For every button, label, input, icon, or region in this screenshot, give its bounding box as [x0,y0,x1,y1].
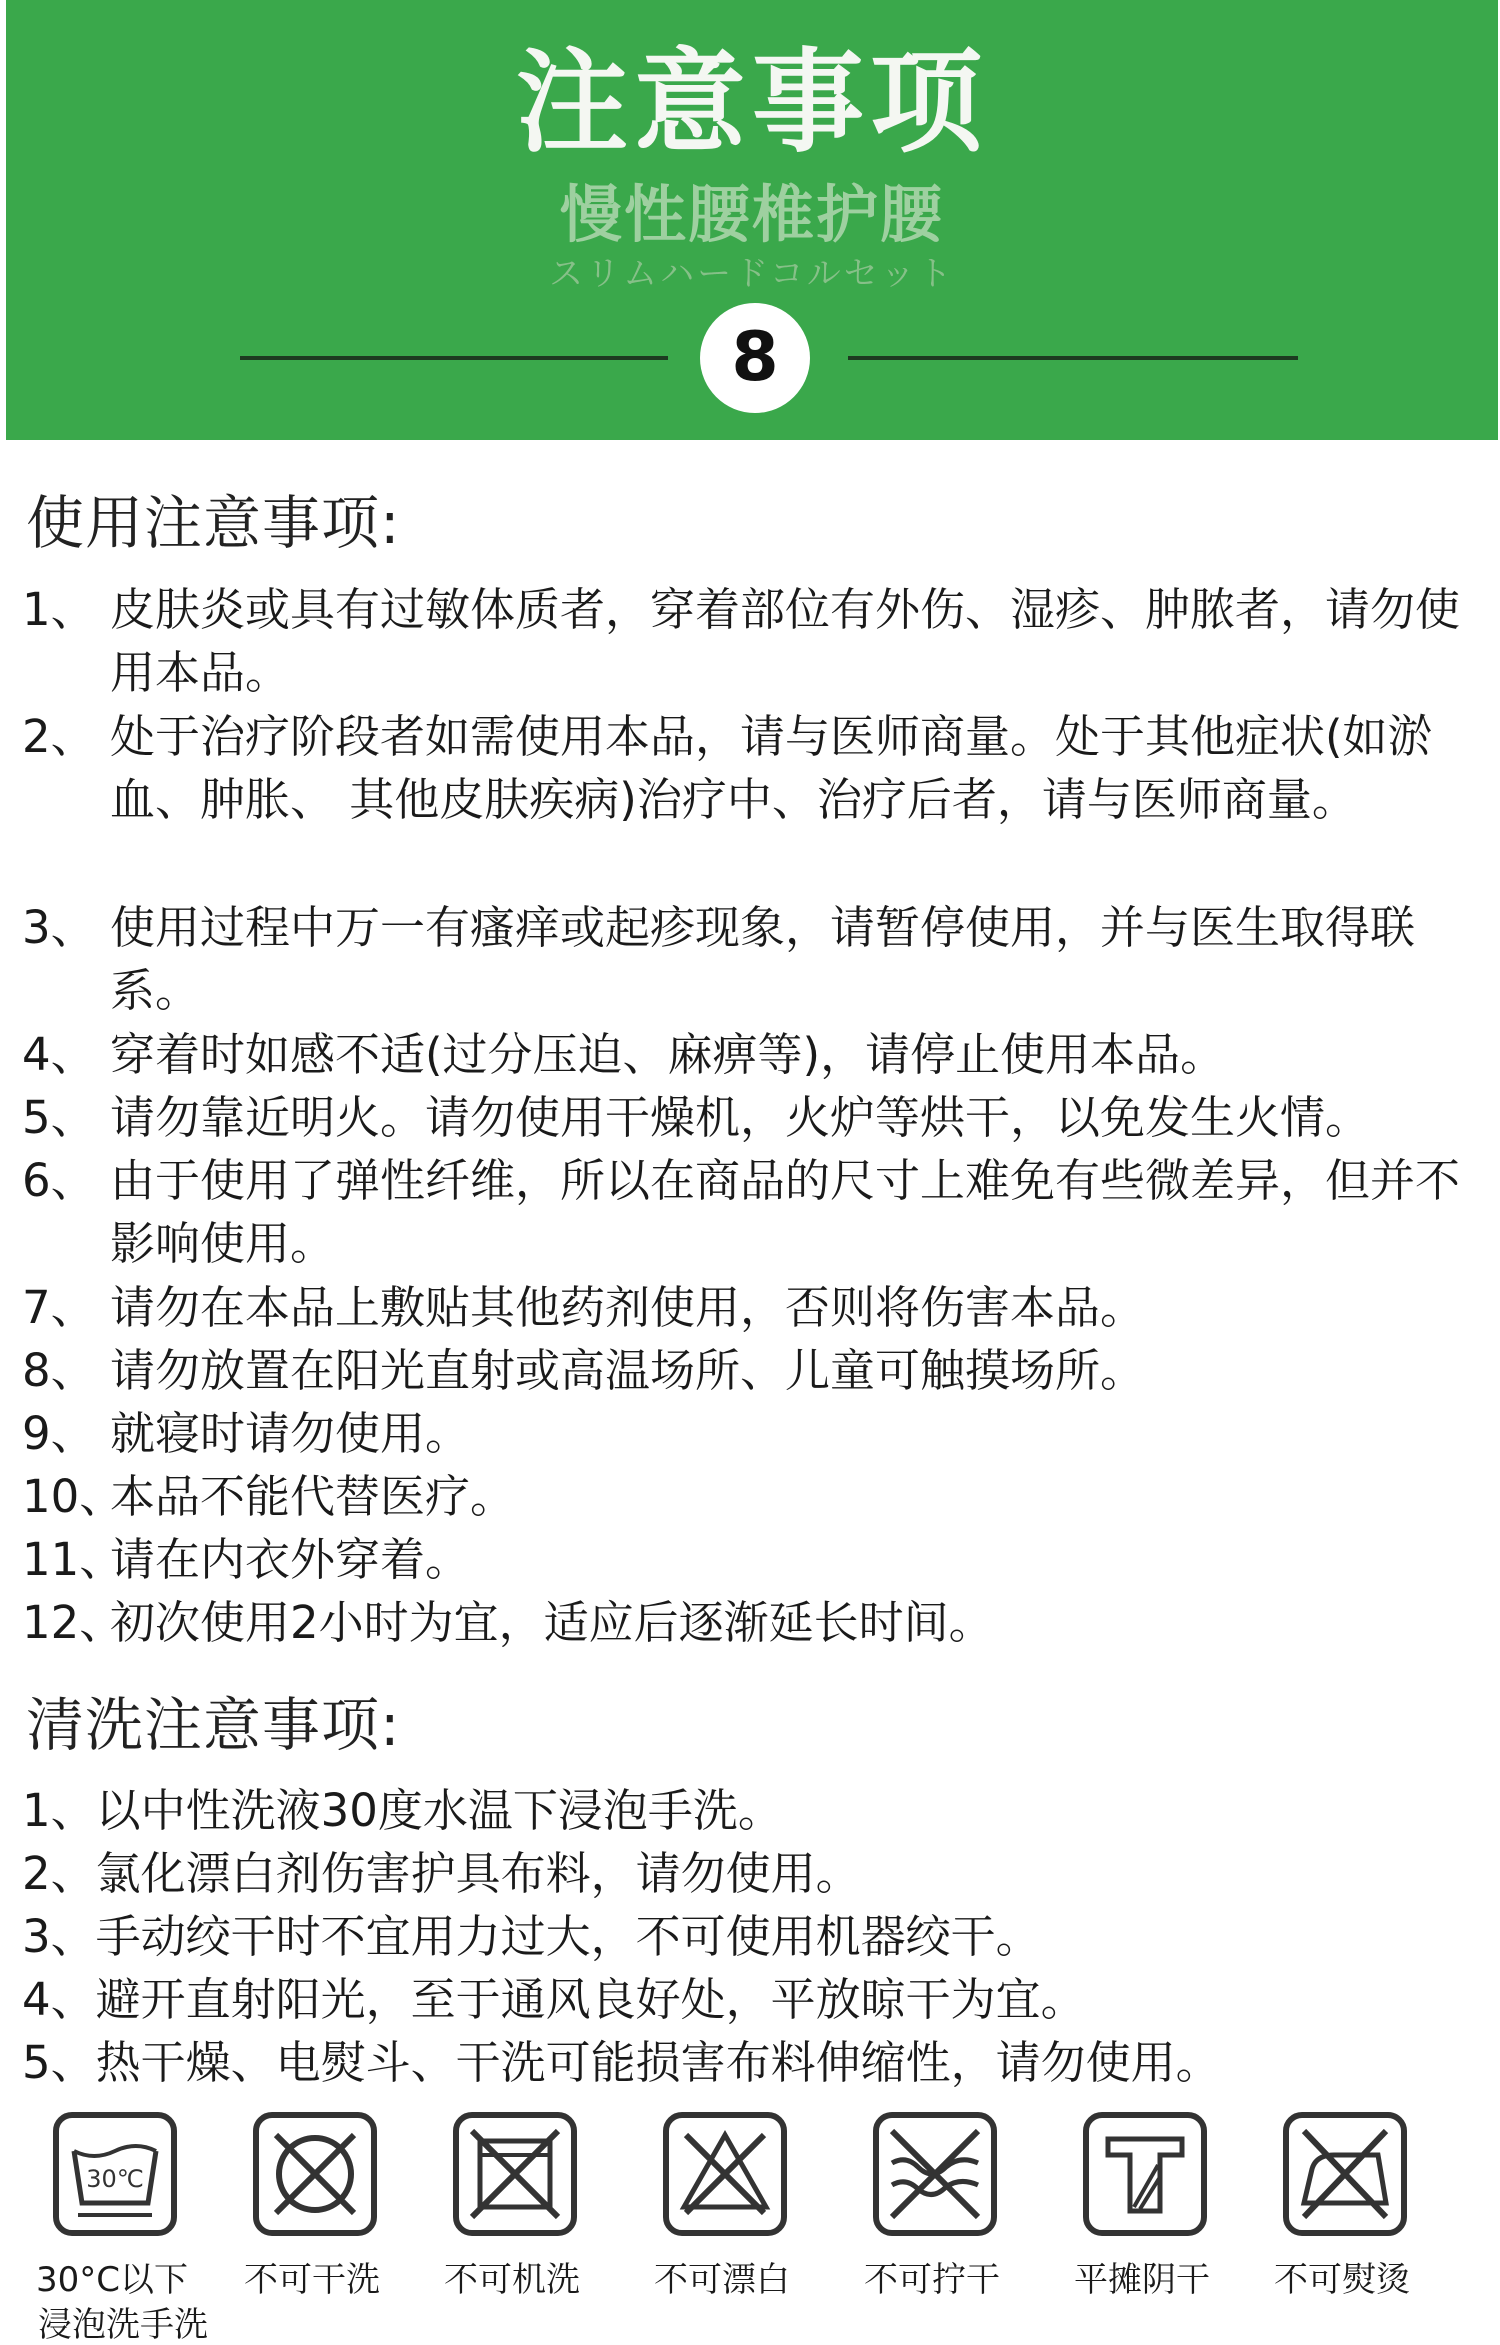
usage-item-text: 就寝时请勿使用。 [110,1407,471,1460]
usage-item [22,896,1462,1017]
divider-right [848,356,1298,360]
flat-dry-shade-icon [1082,2111,1208,2237]
usage-item [22,1023,1462,1086]
usage-item [22,1591,1462,1654]
product-subtitle: 慢性腰椎护腰 [559,178,944,251]
care-label: 不可漂白 [654,2260,790,2300]
cleaning-item: 5、热干燥、电熨斗、干洗可能损害布料伸缩性，请勿使用。 [22,2036,1221,2089]
product-katakana: スリムハードコルセット [549,254,955,294]
care-icon-no-dry-clean [232,2105,392,2315]
usage-item-number: 9、 [22,1407,96,1460]
care-icon-no-bleach [642,2105,802,2315]
care-icon-no-iron [1262,2105,1422,2315]
usage-item [22,1276,1462,1339]
usage-item-number: 6、 [22,1154,96,1207]
cleaning-item: 4、避开直射阳光，至于通风良好处，平放晾干为宜。 [22,1973,1086,2026]
usage-item [22,705,1462,826]
usage-item [22,1402,1462,1465]
usage-item [22,1465,1462,1528]
care-label: 30°C以下 [35,2260,188,2300]
no-iron-icon [1282,2111,1408,2237]
hand-wash-30-icon [52,2111,178,2237]
care-label: 不可干洗 [244,2260,380,2300]
usage-item [22,1086,1462,1149]
care-icon-flat-dry-shade [1062,2105,1222,2315]
usage-item-text: 皮肤炎或具有过敏体质者，穿着部位有外伤、湿疹、肿脓者，请勿使用本品。 [110,583,1461,699]
cleaning-heading: 清洗注意事项: [26,1691,401,1759]
header-banner [6,0,1498,440]
page-title: 注意事项 [516,38,988,168]
usage-item-text: 处于治疗阶段者如需使用本品，请与医师商量。处于其他症状(如淤血、肿胀、 其他皮肤疾病)治疗中、治疗后者，请与医师商量。 [110,710,1433,826]
usage-item-number: 12、 [22,1596,125,1649]
care-icon-no-machine-wash [432,2105,592,2315]
no-dry-clean-icon [252,2111,378,2237]
usage-item-text: 请在内衣外穿着。 [110,1533,471,1586]
care-icon-no-wring [852,2105,1012,2315]
usage-item-text: 请勿放置在阳光直射或高温场所、儿童可触摸场所。 [110,1344,1146,1397]
usage-item [22,578,1462,699]
care-label: 不可拧干 [864,2260,1000,2300]
cleaning-item: 2、氯化漂白剂伤害护具布料，请勿使用。 [22,1847,861,1900]
usage-item-number: 1、 [22,583,96,636]
wash-temp-label: 30℃ [86,2165,144,2193]
usage-item-number: 5、 [22,1091,96,1144]
no-wring-icon [872,2111,998,2237]
usage-item-text: 本品不能代替医疗。 [110,1470,516,1523]
usage-item-text: 请勿在本品上敷贴其他药剂使用，否则将伤害本品。 [110,1281,1146,1334]
usage-item-text: 使用过程中万一有瘙痒或起疹现象，请暂停使用，并与医生取得联系。 [110,901,1416,1017]
usage-item-number: 8、 [22,1344,96,1397]
usage-item-text: 由于使用了弹性纤维，所以在商品的尺寸上难免有些微差异，但并不影响使用。 [110,1154,1461,1270]
cleaning-item: 3、手动绞干时不宜用力过大，不可使用机器绞干。 [22,1910,1041,1963]
usage-item-number: 10、 [22,1470,125,1523]
usage-item-text: 穿着时如感不适(过分压迫、麻痹等)，请停止使用本品。 [110,1028,1226,1081]
usage-item [22,1339,1462,1402]
usage-item [22,1528,1462,1591]
usage-item [22,1149,1462,1270]
usage-item-number: 7、 [22,1281,96,1334]
page-number-badge: 8 [700,303,810,413]
usage-item-number: 3、 [22,901,96,954]
no-bleach-icon [662,2111,788,2237]
cleaning-item: 1、以中性洗液30度水温下浸泡手洗。 [22,1784,783,1837]
care-label: 不可熨烫 [1274,2260,1410,2300]
usage-item-number: 11、 [22,1533,125,1586]
care-icon-wash-30 [32,2105,208,2345]
usage-item-number: 4、 [22,1028,96,1081]
usage-heading: 使用注意事项: [26,489,401,557]
usage-item-number: 2、 [22,710,96,763]
usage-item-text: 请勿靠近明火。请勿使用干燥机，火炉等烘干，以免发生火情。 [110,1091,1371,1144]
care-label: 平摊阴干 [1074,2260,1210,2300]
no-machine-wash-icon [452,2111,578,2237]
care-label: 不可机洗 [444,2260,580,2300]
divider-left [240,356,668,360]
usage-item-text: 初次使用2小时为宜，适应后逐渐延长时间。 [110,1596,994,1649]
care-sub-label: 浸泡洗手洗 [38,2305,208,2345]
